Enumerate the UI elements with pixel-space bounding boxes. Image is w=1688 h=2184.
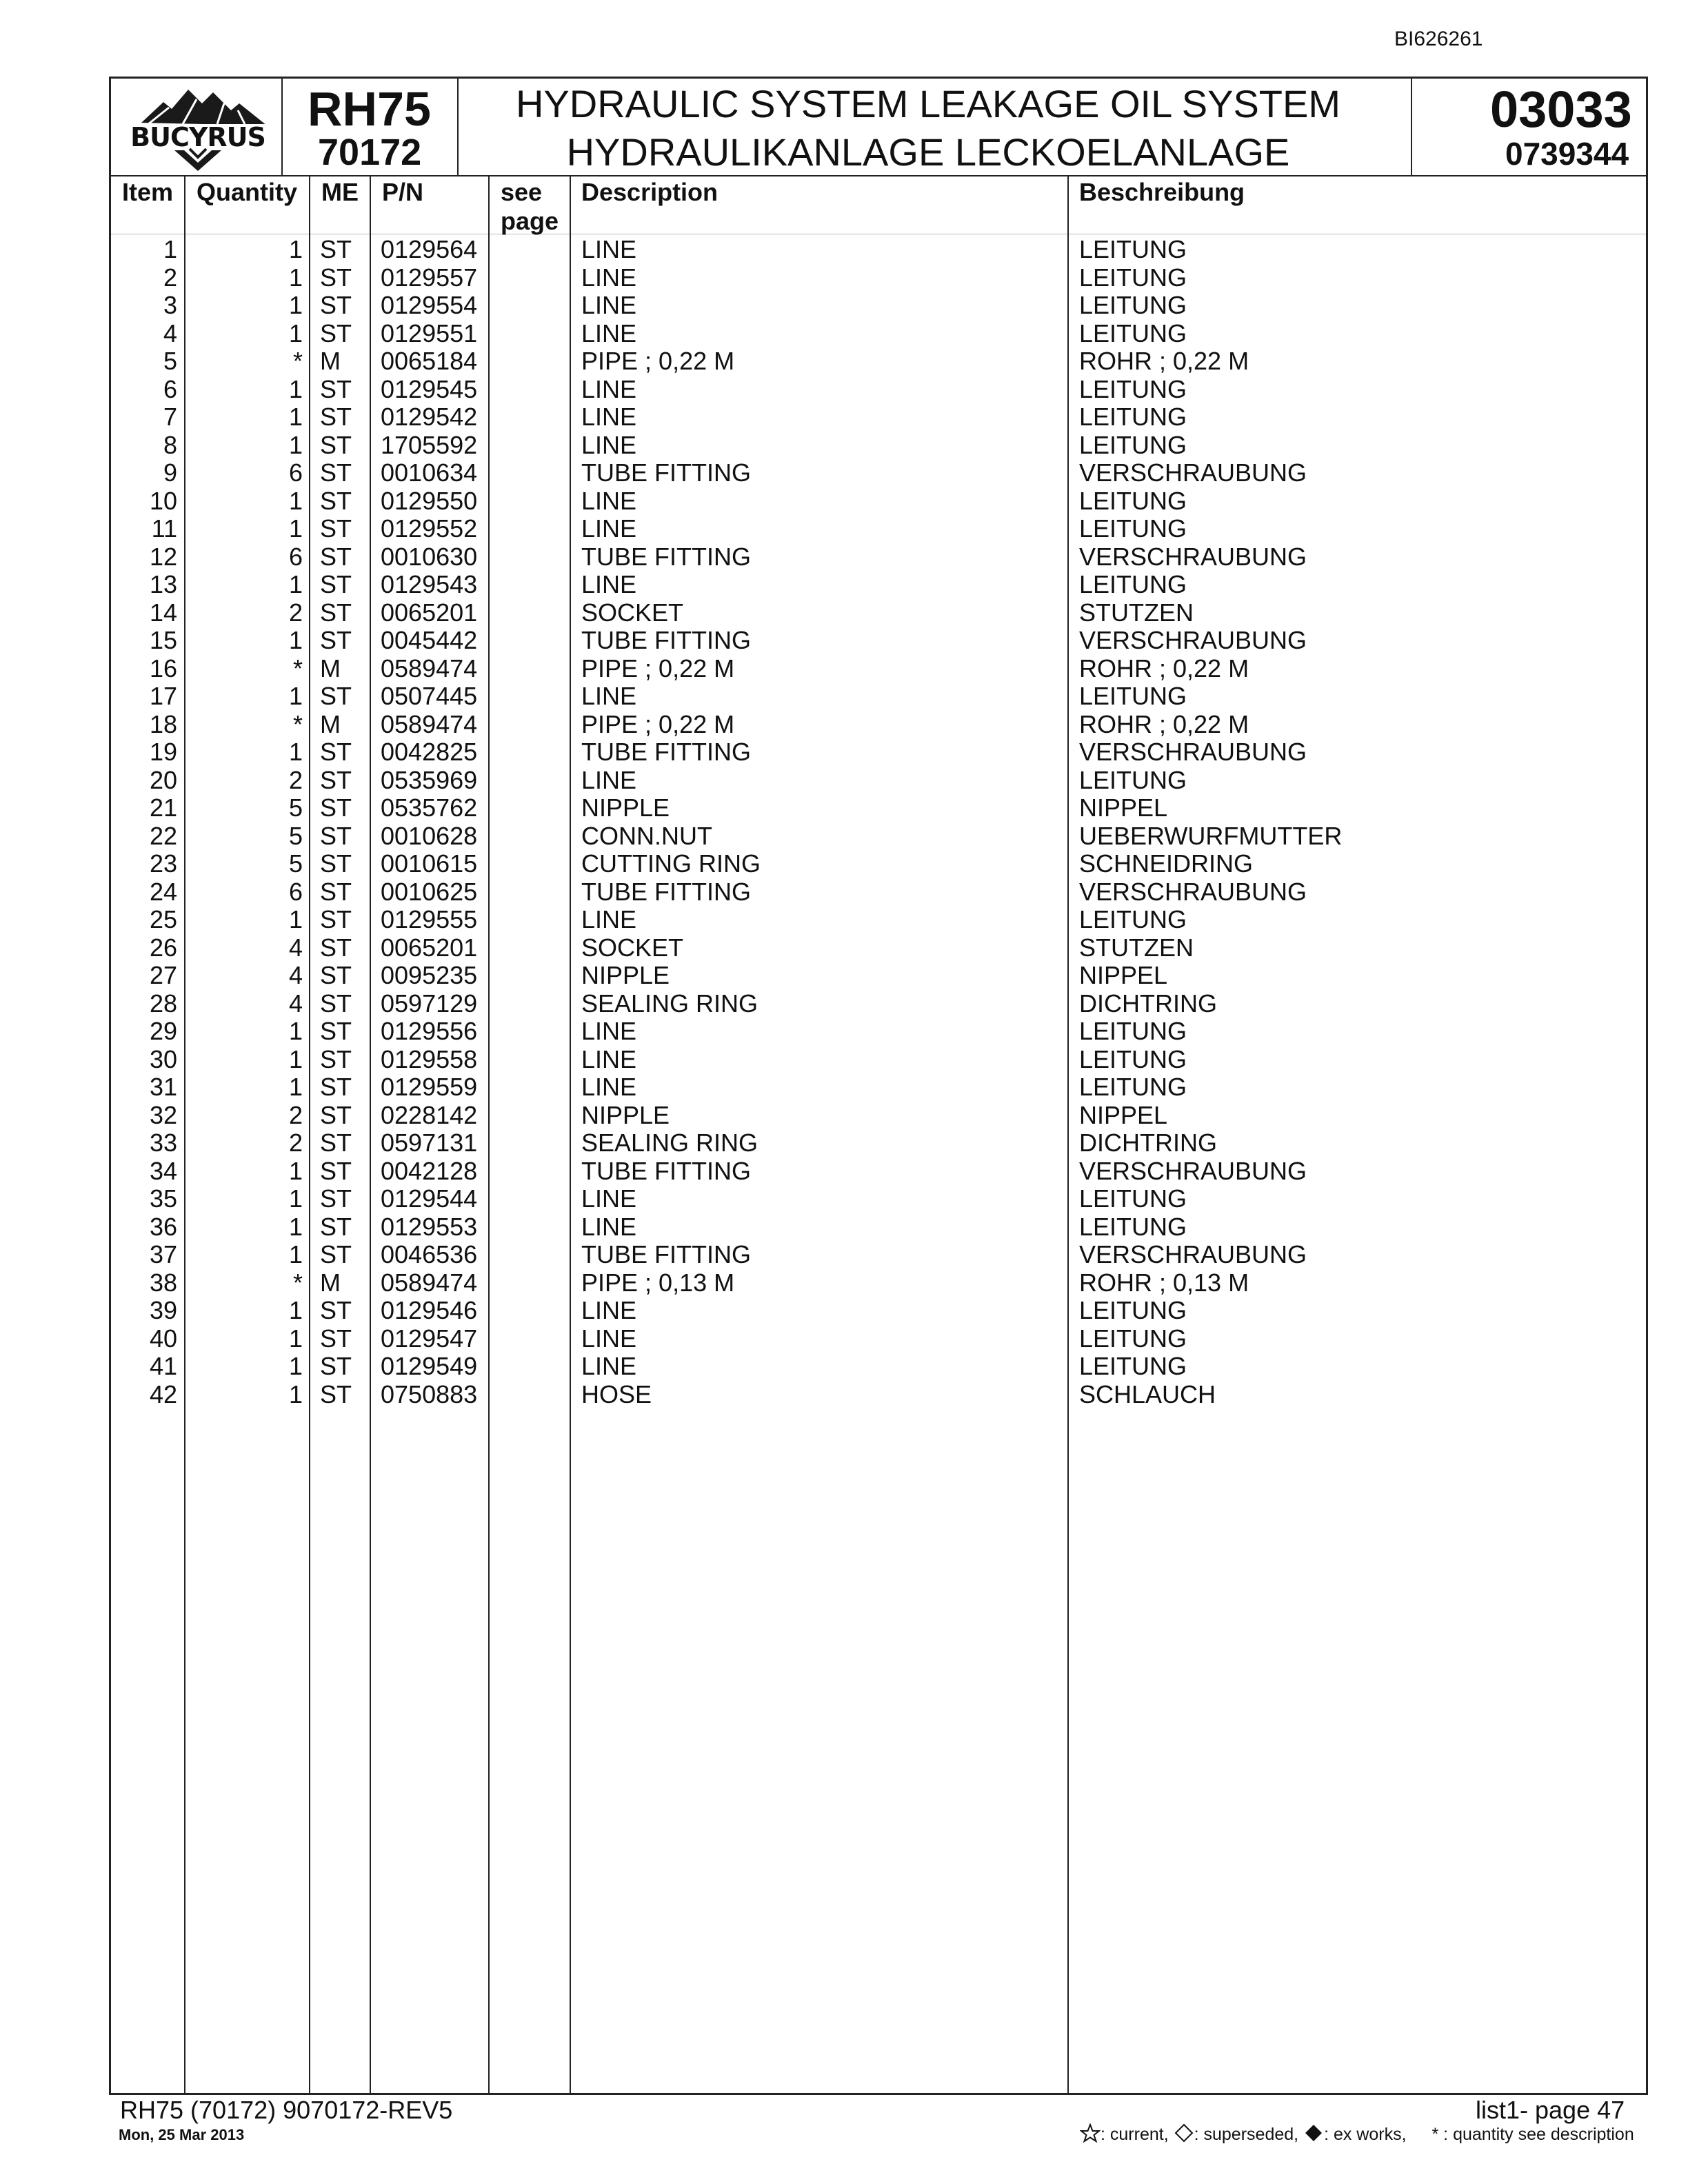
cell-beschreibung: ROHR ; 0,22 M (1079, 347, 1249, 375)
diamond-filled-icon (1303, 2123, 1324, 2143)
cell-item: 32 (149, 1100, 177, 1129)
cell-beschreibung: LEITUNG (1079, 1212, 1187, 1241)
cell-me: M (320, 347, 341, 375)
cell-quantity: 1 (288, 1352, 303, 1380)
cell-me: ST (320, 1129, 352, 1157)
cell-description: LINE (581, 486, 637, 515)
cell-pn: 0010634 (381, 458, 478, 487)
cell-description: LINE (581, 514, 637, 543)
cell-pn: 0129546 (381, 1296, 478, 1324)
cell-beschreibung: LEITUNG (1079, 905, 1187, 933)
cell-item: 1 (163, 235, 177, 263)
column-header-pn: P/N (382, 178, 424, 206)
cell-pn: 0589474 (381, 654, 478, 682)
cell-beschreibung: LEITUNG (1079, 1017, 1187, 1045)
cell-me: ST (320, 905, 352, 933)
cell-quantity: 1 (288, 570, 303, 598)
cell-me: ST (320, 1017, 352, 1045)
cell-pn: 1705592 (381, 430, 478, 459)
cell-description: LINE (581, 263, 637, 292)
cell-quantity: 1 (288, 1044, 303, 1073)
cell-beschreibung: LEITUNG (1079, 263, 1187, 292)
column-divider (370, 175, 371, 2093)
star-outline-icon (1080, 2123, 1101, 2143)
cell-item: 26 (149, 933, 177, 962)
column-header-page: page (501, 207, 559, 235)
cell-description: TUBE FITTING (581, 877, 751, 906)
cell-item: 9 (163, 458, 177, 487)
cell-quantity: 1 (288, 1212, 303, 1241)
parts-list-frame (109, 77, 1648, 2095)
cell-me: ST (320, 738, 352, 766)
group-sub-number: 0739344 (1505, 136, 1629, 172)
cell-pn: 0129558 (381, 1044, 478, 1073)
cell-beschreibung: LEITUNG (1079, 1324, 1187, 1353)
cell-pn: 0597129 (381, 989, 478, 1018)
cell-pn: 0129547 (381, 1324, 478, 1353)
cell-item: 33 (149, 1129, 177, 1157)
cell-beschreibung: LEITUNG (1079, 291, 1187, 319)
cell-pn: 0535969 (381, 765, 478, 794)
cell-me: ST (320, 877, 352, 906)
cell-item: 42 (149, 1379, 177, 1408)
cell-beschreibung: LEITUNG (1079, 1352, 1187, 1380)
legend-current: : current, (1101, 2125, 1169, 2144)
cell-quantity: 2 (288, 598, 303, 627)
cell-item: 14 (149, 598, 177, 627)
cell-item: 28 (149, 989, 177, 1018)
cell-quantity: 1 (288, 1017, 303, 1045)
cell-me: ST (320, 1100, 352, 1129)
cell-me: ST (320, 486, 352, 515)
cell-item: 4 (163, 318, 177, 347)
cell-description: LINE (581, 235, 637, 263)
footer-legend (1080, 2123, 1634, 2145)
cell-beschreibung: LEITUNG (1079, 1044, 1187, 1073)
column-divider (488, 175, 490, 2093)
cell-item: 30 (149, 1044, 177, 1073)
cell-item: 27 (149, 961, 177, 989)
cell-me: ST (320, 403, 352, 431)
cell-me: ST (320, 291, 352, 319)
cell-pn: 0129545 (381, 374, 478, 403)
cell-description: TUBE FITTING (581, 542, 751, 571)
cell-item: 7 (163, 403, 177, 431)
cell-quantity: 6 (288, 877, 303, 906)
cell-beschreibung: LEITUNG (1079, 486, 1187, 515)
cell-item: 17 (149, 682, 177, 710)
cell-description: LINE (581, 1017, 637, 1045)
cell-beschreibung: SCHNEIDRING (1079, 849, 1254, 878)
cell-quantity: 1 (288, 430, 303, 459)
cell-description: LINE (581, 291, 637, 319)
cell-item: 12 (149, 542, 177, 571)
cell-beschreibung: LEITUNG (1079, 514, 1187, 543)
cell-description: NIPPLE (581, 961, 670, 989)
cell-item: 11 (151, 514, 177, 543)
cell-description: PIPE ; 0,22 M (581, 347, 735, 375)
cell-item: 20 (149, 765, 177, 794)
cell-item: 3 (163, 291, 177, 319)
cell-description: SEALING RING (581, 989, 758, 1018)
column-divider (570, 175, 571, 2093)
cell-description: CUTTING RING (581, 849, 761, 878)
cell-description: LINE (581, 1073, 637, 1101)
cell-quantity: 1 (288, 1184, 303, 1213)
cell-pn: 0129544 (381, 1184, 478, 1213)
cell-beschreibung: VERSCHRAUBUNG (1079, 542, 1307, 571)
cell-description: LINE (581, 1212, 637, 1241)
cell-quantity: 1 (288, 263, 303, 292)
cell-quantity: * (292, 709, 303, 738)
cell-description: TUBE FITTING (581, 458, 751, 487)
cell-me: ST (320, 793, 352, 822)
cell-description: HOSE (581, 1379, 652, 1408)
cell-quantity: * (292, 347, 303, 375)
cell-item: 15 (149, 626, 177, 654)
cell-description: SOCKET (581, 598, 684, 627)
cell-beschreibung: NIPPEL (1079, 793, 1168, 822)
cell-item: 5 (163, 347, 177, 375)
cell-beschreibung: LEITUNG (1079, 374, 1187, 403)
column-header-me: ME (321, 178, 359, 206)
cell-pn: 0750883 (381, 1379, 478, 1408)
cell-pn: 0065201 (381, 933, 478, 962)
cell-me: ST (320, 1184, 352, 1213)
cell-beschreibung: LEITUNG (1079, 682, 1187, 710)
cell-quantity: 1 (288, 403, 303, 431)
cell-quantity: 6 (288, 542, 303, 571)
cell-quantity: 5 (288, 793, 303, 822)
cell-description: PIPE ; 0,13 M (581, 1268, 735, 1297)
footer-page-number: list1- page 47 (1476, 2096, 1625, 2124)
cell-me: M (320, 1268, 341, 1297)
cell-quantity: 1 (288, 1324, 303, 1353)
cell-me: ST (320, 318, 352, 347)
cell-pn: 0129543 (381, 570, 478, 598)
cell-item: 21 (149, 793, 177, 822)
cell-item: 23 (149, 849, 177, 878)
column-header-see: see (501, 178, 543, 206)
cell-item: 41 (149, 1352, 177, 1380)
cell-quantity: 1 (288, 682, 303, 710)
cell-me: ST (320, 626, 352, 654)
cell-description: LINE (581, 1296, 637, 1324)
cell-beschreibung: LEITUNG (1079, 1296, 1187, 1324)
cell-item: 40 (149, 1324, 177, 1353)
cell-item: 13 (149, 570, 177, 598)
header-divider (1411, 79, 1412, 175)
cell-quantity: 1 (288, 318, 303, 347)
cell-me: ST (320, 1212, 352, 1241)
cell-pn: 0597131 (381, 1129, 478, 1157)
cell-me: M (320, 654, 341, 682)
cell-item: 6 (163, 374, 177, 403)
cell-beschreibung: VERSCHRAUBUNG (1079, 626, 1307, 654)
cell-me: ST (320, 374, 352, 403)
cell-quantity: 1 (288, 486, 303, 515)
footer-date: Mon, 25 Mar 2013 (119, 2126, 245, 2143)
cell-me: ST (320, 235, 352, 263)
cell-quantity: 4 (288, 933, 303, 962)
cell-quantity: 1 (288, 235, 303, 263)
cell-beschreibung: LEITUNG (1079, 570, 1187, 598)
cell-pn: 0507445 (381, 682, 478, 710)
cell-me: ST (320, 821, 352, 850)
cell-item: 18 (149, 709, 177, 738)
title-german: HYDRAULIKANLAGE LECKOELANLAGE (566, 130, 1290, 174)
cell-pn: 0129554 (381, 291, 478, 319)
cell-beschreibung: SCHLAUCH (1079, 1379, 1216, 1408)
cell-pn: 0095235 (381, 961, 478, 989)
column-header-description: Description (581, 178, 719, 206)
cell-pn: 0010628 (381, 821, 478, 850)
cell-me: ST (320, 570, 352, 598)
cell-quantity: 4 (288, 989, 303, 1018)
cell-quantity: 6 (288, 458, 303, 487)
cell-quantity: 1 (288, 738, 303, 766)
cell-me: ST (320, 1156, 352, 1185)
cell-description: NIPPLE (581, 1100, 670, 1129)
cell-item: 25 (149, 905, 177, 933)
cell-description: LINE (581, 374, 637, 403)
diamond-outline-icon (1174, 2123, 1194, 2143)
cell-description: LINE (581, 765, 637, 794)
column-header-beschreibung: Beschreibung (1079, 178, 1245, 206)
cell-item: 19 (149, 738, 177, 766)
cell-quantity: 1 (288, 1379, 303, 1408)
cell-quantity: * (292, 654, 303, 682)
cell-pn: 0535762 (381, 793, 478, 822)
cell-beschreibung: LEITUNG (1079, 1184, 1187, 1213)
cell-beschreibung: LEITUNG (1079, 430, 1187, 459)
cell-me: ST (320, 765, 352, 794)
cell-beschreibung: DICHTRING (1079, 989, 1217, 1018)
cell-quantity: 1 (288, 905, 303, 933)
cell-beschreibung: LEITUNG (1079, 1073, 1187, 1101)
title-english: HYDRAULIC SYSTEM LEAKAGE OIL SYSTEM (515, 82, 1340, 125)
cell-pn: 0589474 (381, 709, 478, 738)
cell-quantity: 1 (288, 514, 303, 543)
footer-document-ref: RH75 (70172) 9070172-REV5 (120, 2096, 453, 2124)
cell-me: M (320, 709, 341, 738)
cell-quantity: 1 (288, 374, 303, 403)
cell-item: 34 (149, 1156, 177, 1185)
cell-beschreibung: DICHTRING (1079, 1129, 1217, 1157)
cell-description: SOCKET (581, 933, 684, 962)
cell-item: 24 (149, 877, 177, 906)
cell-item: 36 (149, 1212, 177, 1241)
cell-quantity: 1 (288, 1296, 303, 1324)
cell-quantity: 2 (288, 1129, 303, 1157)
cell-pn: 0129542 (381, 403, 478, 431)
cell-me: ST (320, 542, 352, 571)
cell-me: ST (320, 849, 352, 878)
cell-item: 35 (149, 1184, 177, 1213)
cell-pn: 0129559 (381, 1073, 478, 1101)
cell-pn: 0042128 (381, 1156, 478, 1185)
cell-me: ST (320, 1352, 352, 1380)
cell-quantity: 1 (288, 291, 303, 319)
cell-pn: 0010630 (381, 542, 478, 571)
document-id: BI626261 (1394, 28, 1483, 50)
cell-description: LINE (581, 1044, 637, 1073)
cell-me: ST (320, 989, 352, 1018)
cell-beschreibung: VERSCHRAUBUNG (1079, 1240, 1307, 1268)
cell-description: LINE (581, 905, 637, 933)
cell-quantity: 2 (288, 1100, 303, 1129)
cell-quantity: 1 (288, 1156, 303, 1185)
legend-quantity: * : quantity see description (1431, 2125, 1634, 2144)
cell-pn: 0010625 (381, 877, 478, 906)
cell-item: 22 (149, 821, 177, 850)
column-header-item: Item (122, 178, 174, 206)
cell-me: ST (320, 1240, 352, 1268)
cell-me: ST (320, 514, 352, 543)
cell-beschreibung: UEBERWURFMUTTER (1079, 821, 1343, 850)
cell-me: ST (320, 1073, 352, 1101)
cell-me: ST (320, 1296, 352, 1324)
cell-me: ST (320, 1379, 352, 1408)
column-header-quantity: Quantity (197, 178, 298, 206)
cell-quantity: 4 (288, 961, 303, 989)
cell-quantity: 1 (288, 1073, 303, 1101)
cell-beschreibung: LEITUNG (1079, 765, 1187, 794)
cell-item: 38 (149, 1268, 177, 1297)
cell-description: TUBE FITTING (581, 1240, 751, 1268)
model-code: 70172 (318, 132, 422, 173)
cell-me: ST (320, 682, 352, 710)
cell-description: TUBE FITTING (581, 626, 751, 654)
cell-pn: 0010615 (381, 849, 478, 878)
cell-beschreibung: LEITUNG (1079, 403, 1187, 431)
header-bottom-line (111, 175, 1646, 176)
cell-pn: 0129549 (381, 1352, 478, 1380)
cell-pn: 0129552 (381, 514, 478, 543)
cell-beschreibung: STUTZEN (1079, 598, 1194, 627)
cell-pn: 0129555 (381, 905, 478, 933)
cell-beschreibung: LEITUNG (1079, 318, 1187, 347)
bucyrus-logo (121, 83, 276, 172)
cell-item: 8 (163, 430, 177, 459)
cell-me: ST (320, 1044, 352, 1073)
cell-pn: 0129551 (381, 318, 478, 347)
cell-pn: 0045442 (381, 626, 478, 654)
cell-pn: 0228142 (381, 1100, 478, 1129)
cell-description: PIPE ; 0,22 M (581, 654, 735, 682)
cell-item: 37 (149, 1240, 177, 1268)
cell-beschreibung: VERSCHRAUBUNG (1079, 738, 1307, 766)
cell-description: LINE (581, 1184, 637, 1213)
group-number: 03033 (1490, 81, 1632, 138)
cell-beschreibung: NIPPEL (1079, 1100, 1168, 1129)
cell-item: 2 (163, 263, 177, 292)
cell-me: ST (320, 1324, 352, 1353)
cell-quantity: * (292, 1268, 303, 1297)
logo-wordmark: BUCYRUS (130, 122, 265, 152)
cell-description: NIPPLE (581, 793, 670, 822)
column-divider (309, 175, 310, 2093)
cell-item: 31 (149, 1073, 177, 1101)
cell-quantity: 5 (288, 821, 303, 850)
cell-description: CONN.NUT (581, 821, 712, 850)
legend-superseded: : superseded, (1194, 2125, 1299, 2144)
cell-quantity: 2 (288, 765, 303, 794)
cell-description: LINE (581, 1324, 637, 1353)
cell-description: LINE (581, 318, 637, 347)
cell-item: 16 (149, 654, 177, 682)
cell-pn: 0129550 (381, 486, 478, 515)
header-divider (281, 79, 283, 175)
cell-beschreibung: ROHR ; 0,22 M (1079, 654, 1249, 682)
cell-beschreibung: VERSCHRAUBUNG (1079, 458, 1307, 487)
cell-pn: 0042825 (381, 738, 478, 766)
cell-item: 39 (149, 1296, 177, 1324)
cell-description: LINE (581, 1352, 637, 1380)
cell-beschreibung: STUTZEN (1079, 933, 1194, 962)
cell-description: TUBE FITTING (581, 1156, 751, 1185)
cell-description: LINE (581, 682, 637, 710)
cell-description: LINE (581, 570, 637, 598)
cell-pn: 0589474 (381, 1268, 478, 1297)
cell-description: SEALING RING (581, 1129, 758, 1157)
cell-me: ST (320, 458, 352, 487)
cell-description: TUBE FITTING (581, 738, 751, 766)
cell-pn: 0046536 (381, 1240, 478, 1268)
cell-pn: 0065184 (381, 347, 478, 375)
cell-pn: 0129553 (381, 1212, 478, 1241)
cell-pn: 0065201 (381, 598, 478, 627)
cell-pn: 0129556 (381, 1017, 478, 1045)
cell-beschreibung: LEITUNG (1079, 235, 1187, 263)
cell-pn: 0129557 (381, 263, 478, 292)
cell-beschreibung: VERSCHRAUBUNG (1079, 1156, 1307, 1185)
cell-beschreibung: VERSCHRAUBUNG (1079, 877, 1307, 906)
cell-quantity: 1 (288, 1240, 303, 1268)
cell-quantity: 5 (288, 849, 303, 878)
cell-item: 29 (149, 1017, 177, 1045)
model-name: RH75 (308, 82, 431, 136)
cell-description: LINE (581, 403, 637, 431)
cell-me: ST (320, 598, 352, 627)
column-divider (1067, 175, 1069, 2093)
cell-me: ST (320, 961, 352, 989)
cell-me: ST (320, 430, 352, 459)
cell-quantity: 1 (288, 626, 303, 654)
cell-beschreibung: NIPPEL (1079, 961, 1168, 989)
cell-me: ST (320, 933, 352, 962)
cell-beschreibung: ROHR ; 0,13 M (1079, 1268, 1249, 1297)
cell-beschreibung: ROHR ; 0,22 M (1079, 709, 1249, 738)
cell-description: PIPE ; 0,22 M (581, 709, 735, 738)
cell-item: 10 (149, 486, 177, 515)
cell-pn: 0129564 (381, 235, 478, 263)
cell-description: LINE (581, 430, 637, 459)
cell-me: ST (320, 263, 352, 292)
legend-ex-works: : ex works, (1324, 2125, 1407, 2144)
